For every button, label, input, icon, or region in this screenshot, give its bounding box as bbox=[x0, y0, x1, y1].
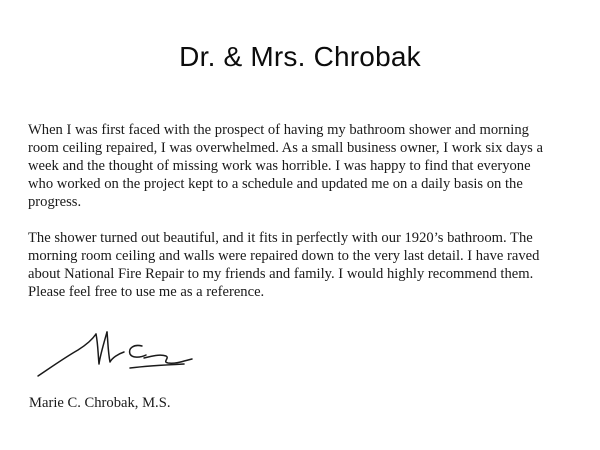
paragraph-1-line: week and the thought of missing work was horrible. I was happy to find that everyone bbox=[28, 158, 531, 174]
signature-stroke bbox=[38, 334, 96, 376]
paragraph-2 bbox=[28, 229, 594, 301]
paragraph-1-line: When I was first faced with the prospect of having my bathroom shower and morning bbox=[28, 122, 529, 138]
paragraph-2-line: The shower turned out beautiful, and it fits in perfectly with our 1920’s bathroom. The bbox=[28, 230, 533, 246]
signature-stroke bbox=[130, 364, 184, 368]
signature-stroke bbox=[107, 332, 124, 362]
signature-stroke bbox=[144, 355, 192, 363]
paragraph-2-line: about National Fire Repair to my friends and family. I would highly recommend them. bbox=[28, 266, 534, 282]
paragraph-2-line: morning room ceiling and walls were repaired down to the very last detail. I have raved bbox=[28, 248, 540, 264]
signatory-name: Marie C. Chrobak, M.S. bbox=[29, 395, 171, 411]
signature-stroke bbox=[96, 332, 107, 364]
signature-stroke bbox=[130, 345, 146, 357]
paragraph-2-line: Please feel free to use me as a reference. bbox=[28, 284, 265, 300]
handwritten-signature bbox=[34, 318, 204, 380]
letter-title: Dr. & Mrs. Chrobak bbox=[179, 41, 421, 72]
paragraph-1 bbox=[28, 121, 594, 211]
paragraph-1-line: progress. bbox=[28, 194, 82, 210]
paragraph-1-line: who worked on the project kept to a schedule and updated me on a daily basis on the bbox=[28, 176, 523, 192]
paragraph-1-line: room ceiling repaired, I was overwhelmed. As a small business owner, I work six days a bbox=[28, 140, 543, 156]
